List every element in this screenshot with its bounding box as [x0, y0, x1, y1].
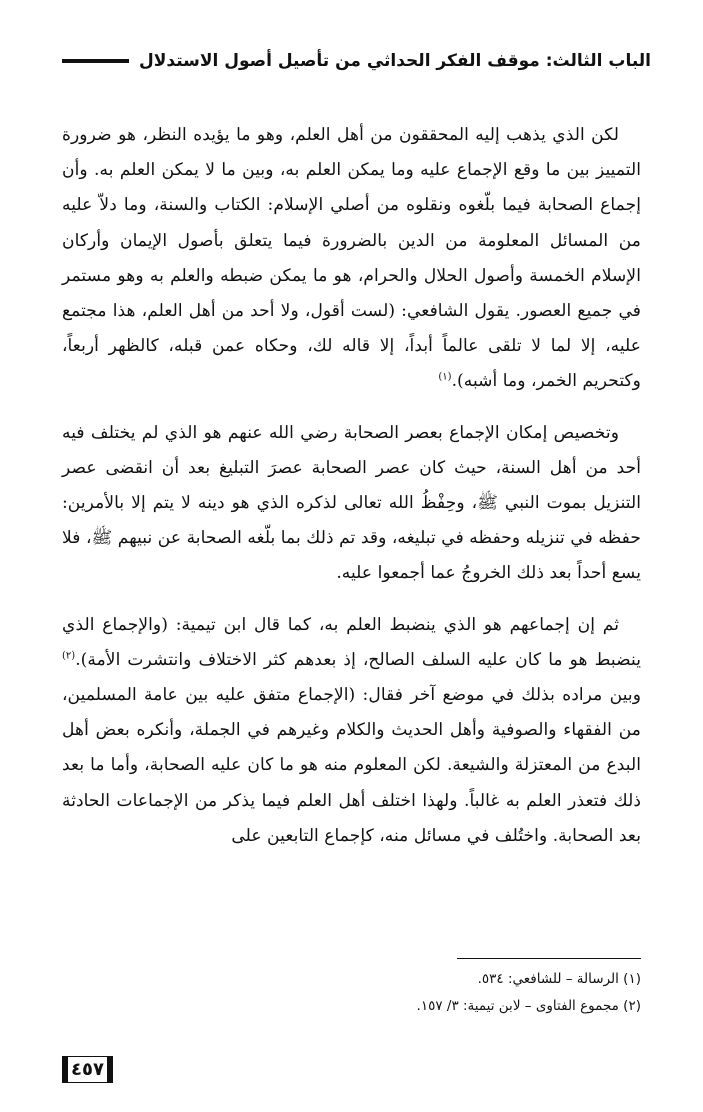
page-number-bar-right — [107, 1056, 113, 1083]
footnote-separator — [457, 958, 641, 959]
footnotes — [62, 966, 641, 1020]
paragraph-1-text: لكن الذي يذهب إليه المحققون من أهل العلم، وهو ما يؤيده النظر، هو ضرورة التمييز بين ما وقع الإجماع عليه وما يمكن العلم به، وبين ما لا يمكن العلم به. وأن إجماع الصحابة فيما بلّغوه ونقلوه من أصلي الإسلام: الكتاب والسنة، وما دلاّ عليه من المسائل المعلومة من الدين بالضرورة فيما يتعلق بأصول الإيمان وأركان الإسلام الخمسة وأصول الحلال والحرام، هو ما يمكن ضبطه والعلم به وهو مستمر في جميع العصور. يقول الشافعي: (لست أقول، ولا أحد من أهل العلم، هذا مجتمع عليه، إلا لما لا تلقى عالماً أبداً، إلا قاله لك، وحكاه عمن قبله، كالظهر أربعاً، وكتحريم الخمر، وما أشبه). — [62, 125, 641, 392]
paragraph-2-text: وتخصيص إمكان الإجماع بعصر الصحابة رضي الله عنهم هو الذي لم يختلف فيه أحد من أهل السنة، حيث كان عصر الصحابة عصرَ التبليغ بعد أن انقضى عصر التنزيل بموت النبي ﷺ، وحِفْظُ الله تعالى لذكره الذي هو دينه لا يتم إلا بالأمرين: حفظه في تنزيله وحفظه في تبليغه، وقد تم ذلك بما بلّغه الصحابة عن نبيهم ﷺ، فلا يسع أحداً بعد ذلك الخروجُ عما أجمعوا عليه. — [62, 422, 641, 584]
footnote-2: (٢) مجموع الفتاوى – لابن تيمية: ٣/ ١٥٧. — [416, 998, 641, 1014]
header-rule — [62, 59, 129, 63]
page-number — [62, 1056, 113, 1083]
paragraph-1 — [62, 118, 641, 400]
footnote-ref-2: (٢) — [62, 650, 76, 662]
paragraph-2 — [62, 416, 641, 592]
paragraph-3-text: ثم إن إجماعهم هو الذي ينضبط العلم به، كما قال ابن تيمية: (والإجماع الذي ينضبط هو ما كان عليه السلف الصالح، إذ بعدهم كثر الاختلاف وانتشرت الأمة). — [62, 614, 641, 670]
chapter-title: الباب الثالث: موقف الفكر الحداثي من تأصيل أصول الاستدلال — [138, 51, 651, 71]
main-text — [62, 118, 641, 870]
running-header — [62, 46, 651, 76]
paragraph-3-continuation: وبين مراده بذلك في موضع آخر فقال: (الإجماع متفق عليه بين عامة المسلمين، من الفقهاء والصوفية وأهل الحديث والكلام وغيرهم في الجملة، وأنكره بعض أهل البدع من المعتزلة والشيعة. لكن المعلوم منه هو ما كان عليه الصحابة، وأما ما بعد ذلك فتعذر العلم به غالباً. ولهذا اختلف أهل العلم فيما يذكر من الإجماعات الحادثة بعد الصحابة. واختُلف في مسائل منه، كإجماع التابعين على — [62, 685, 641, 846]
footnote-1: (١) الرسالة – للشافعي: ٥٣٤. — [477, 971, 641, 987]
paragraph-3 — [62, 608, 641, 854]
page-number-text: ٤٥٧ — [68, 1056, 107, 1083]
footnote-ref-1: (١) — [438, 371, 452, 383]
